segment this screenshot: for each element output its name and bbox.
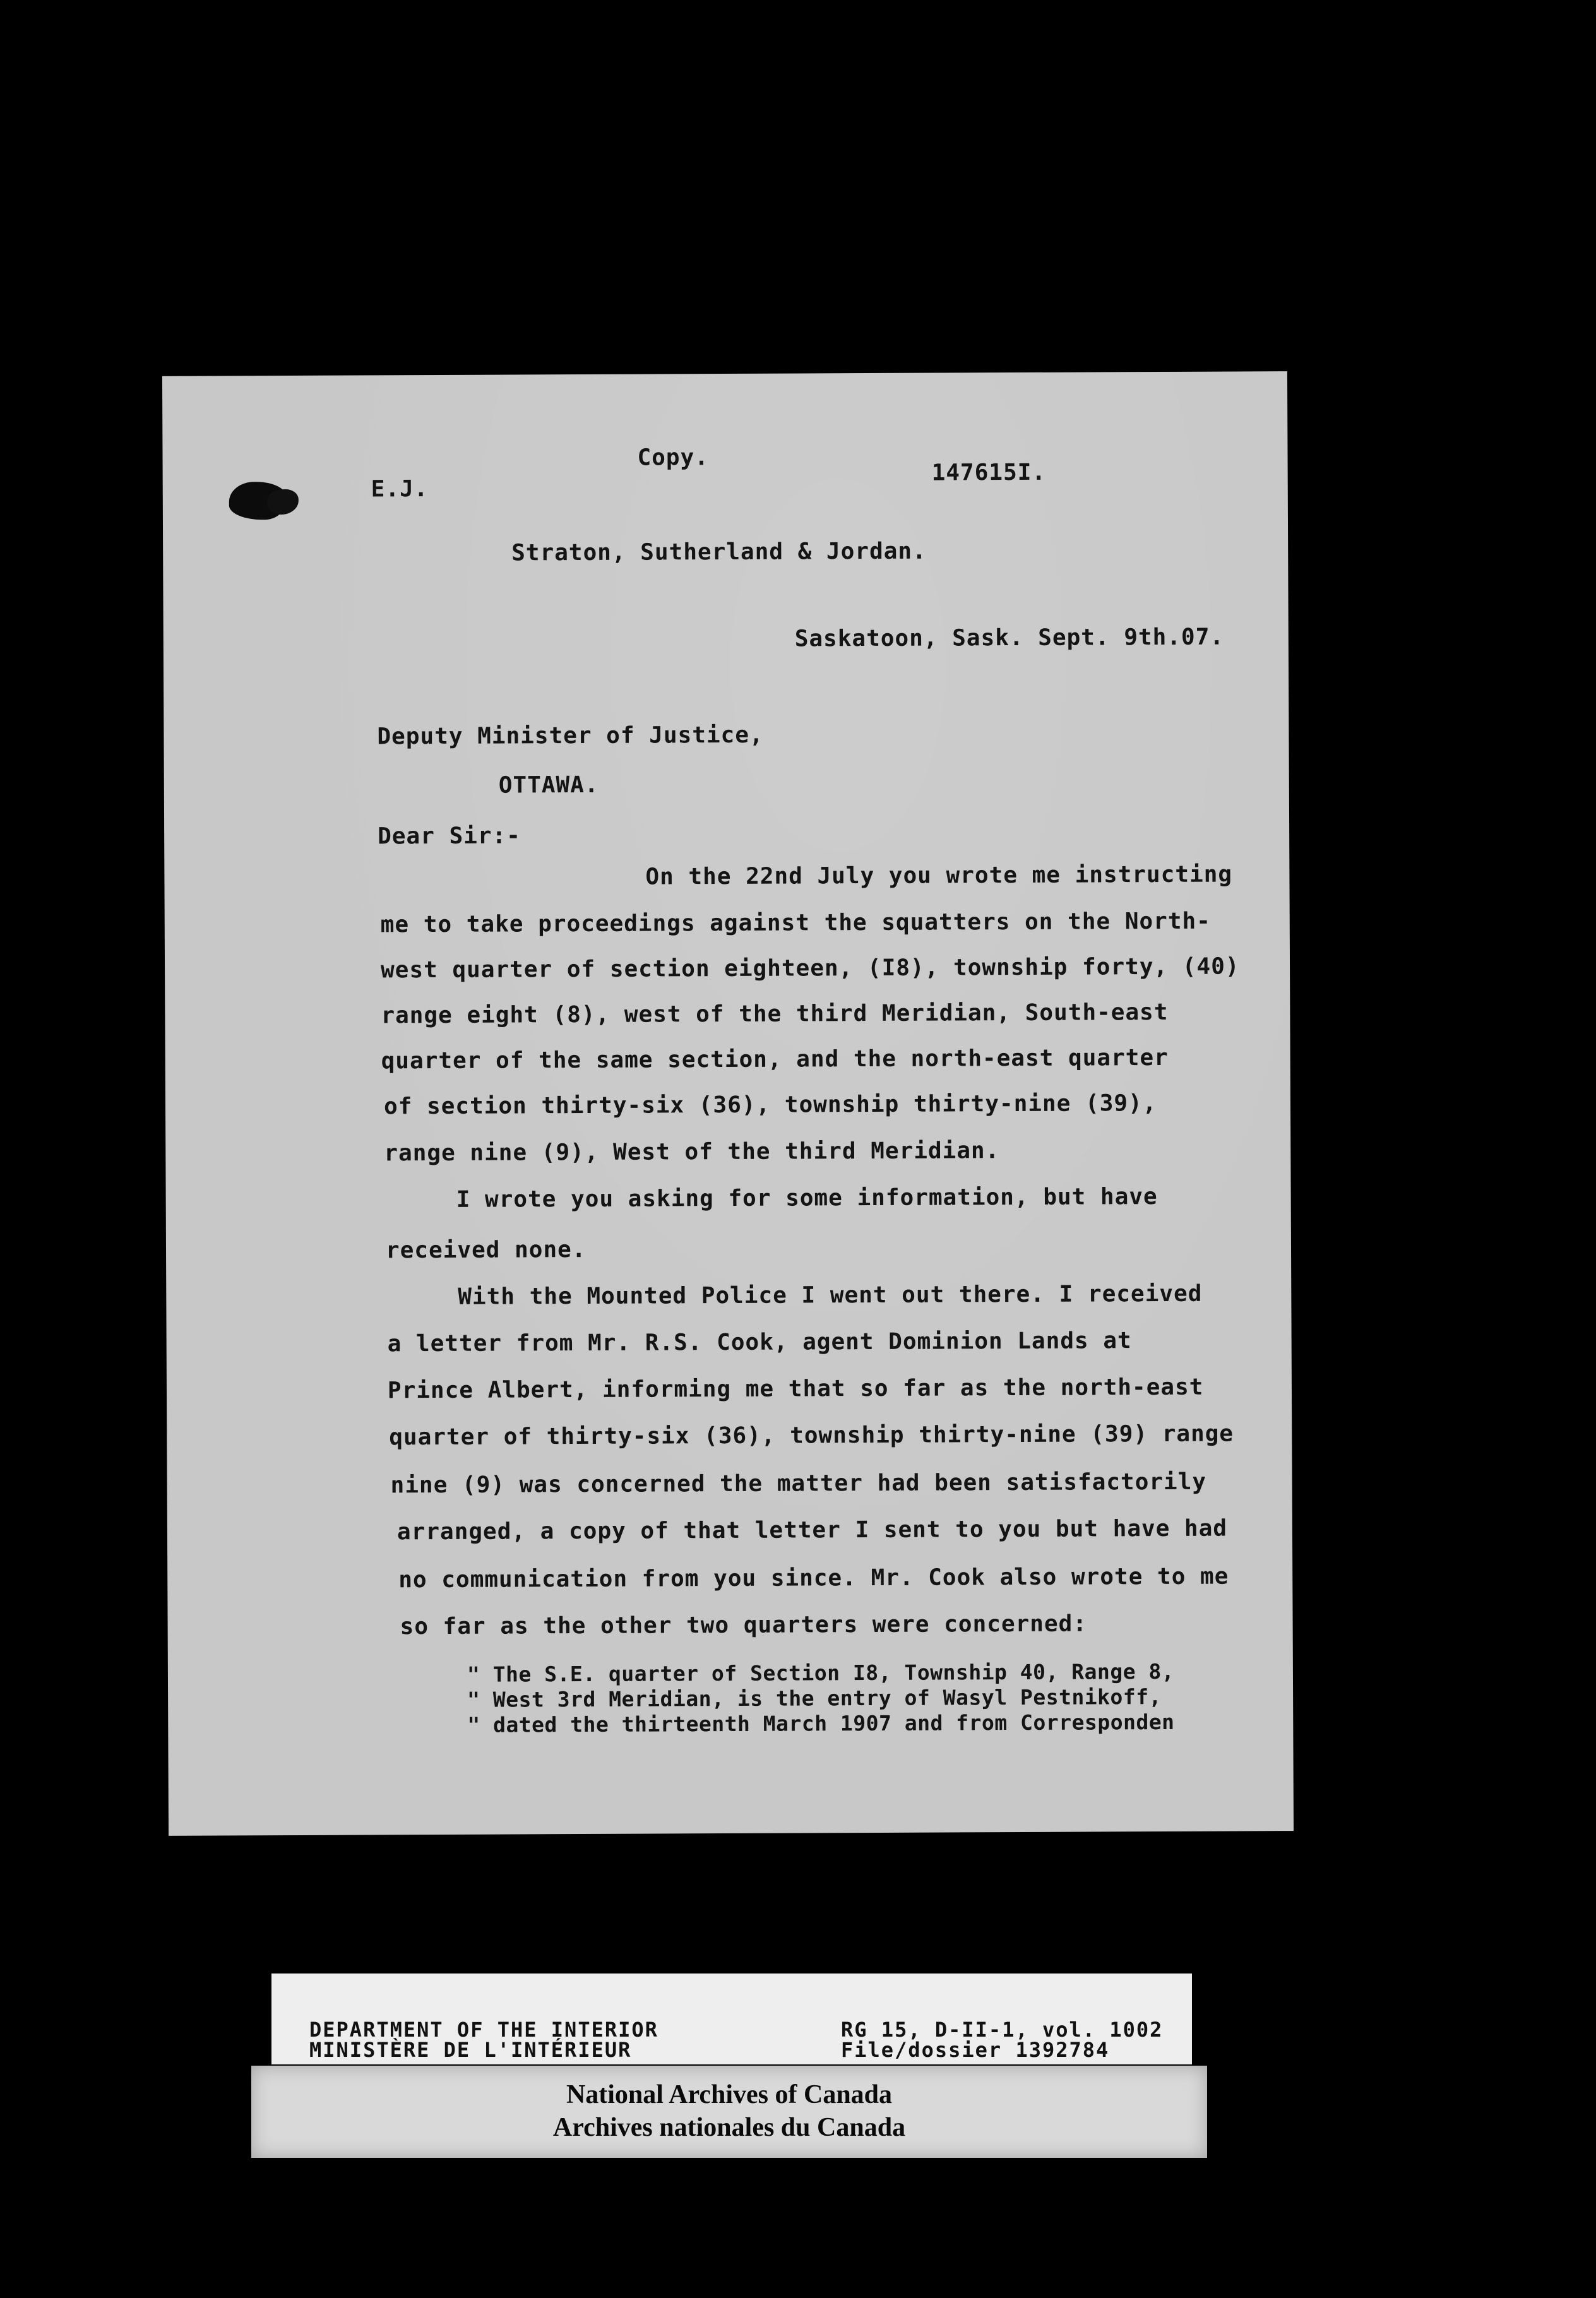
body-line: so far as the other two quarters were concerned:: [400, 1610, 1088, 1640]
body-line: me to take proceedings against the squatters on the North-: [380, 908, 1211, 938]
body-line: arranged, a copy of that letter I sent to you but have had: [396, 1515, 1228, 1545]
archives-banner: [251, 2066, 1207, 2158]
body-line: received none.: [385, 1236, 587, 1264]
salutation: Dear Sir:-: [378, 823, 521, 850]
body-line: west quarter of section eighteen, (I8), township forty, (40): [380, 953, 1240, 984]
addressee: Deputy Minister of Justice,: [377, 722, 764, 750]
archives-name-fr: Archives nationales du Canada: [552, 2113, 906, 2142]
file-number: 147615I.: [931, 459, 1047, 486]
body-line: Prince Albert, informing me that so far as the north-east: [387, 1374, 1204, 1404]
department-label: [271, 1974, 1192, 2064]
firm-name: Straton, Sutherland & Jordan.: [511, 538, 927, 566]
quote-line: " dated the thirteenth March 1907 and from Corresponden: [467, 1709, 1175, 1737]
archives-name-en: National Archives of Canada: [566, 2080, 893, 2109]
department-en: DEPARTMENT OF THE INTERIOR: [309, 2018, 658, 2042]
body-line: range eight (8), west of the third Meridian, South-east: [381, 999, 1169, 1029]
quote-line: " West 3rd Meridian, is the entry of Wasyl Pestnikoff,: [467, 1684, 1162, 1712]
quote-line: " The S.E. quarter of Section I8, Township 40, Range 8,: [467, 1658, 1175, 1687]
body-line: no communication from you since. Mr. Cook also wrote to me: [398, 1563, 1229, 1593]
body-line: a letter from Mr. R.S. Cook, agent Dominion Lands at: [387, 1328, 1132, 1357]
letter-page: [162, 371, 1294, 1836]
initials: E.J.: [371, 476, 429, 503]
body-line: nine (9) was concerned the matter had been satisfactorily: [390, 1468, 1207, 1499]
copy-label: Copy.: [637, 444, 709, 471]
addressee-city: OTTAWA.: [498, 771, 599, 799]
body-line: I wrote you asking for some information, but have: [456, 1184, 1158, 1213]
place-date: Saskatoon, Sask. Sept. 9th.07.: [794, 624, 1225, 652]
ink-blot-secondary: [267, 489, 299, 515]
body-line: range nine (9), West of the third Meridian.: [384, 1138, 1000, 1167]
body-line: With the Mounted Police I went out there. I received: [458, 1280, 1203, 1310]
body-line: of section thirty-six (36), township thirty-nine (39),: [383, 1090, 1157, 1120]
body-line: On the 22nd July you wrote me instructing: [645, 861, 1233, 890]
department-fr: MINISTÈRE DE L'INTÉRIEUR: [309, 2038, 632, 2062]
record-group-ref: RG 15, D-II-1, vol. 1002: [841, 2018, 1164, 2042]
body-line: quarter of the same section, and the north-east quarter: [381, 1044, 1169, 1075]
body-line: quarter of thirty-six (36), township thirty-nine (39) range: [389, 1420, 1234, 1451]
file-dossier-ref: File/dossier 1392784: [841, 2038, 1110, 2062]
